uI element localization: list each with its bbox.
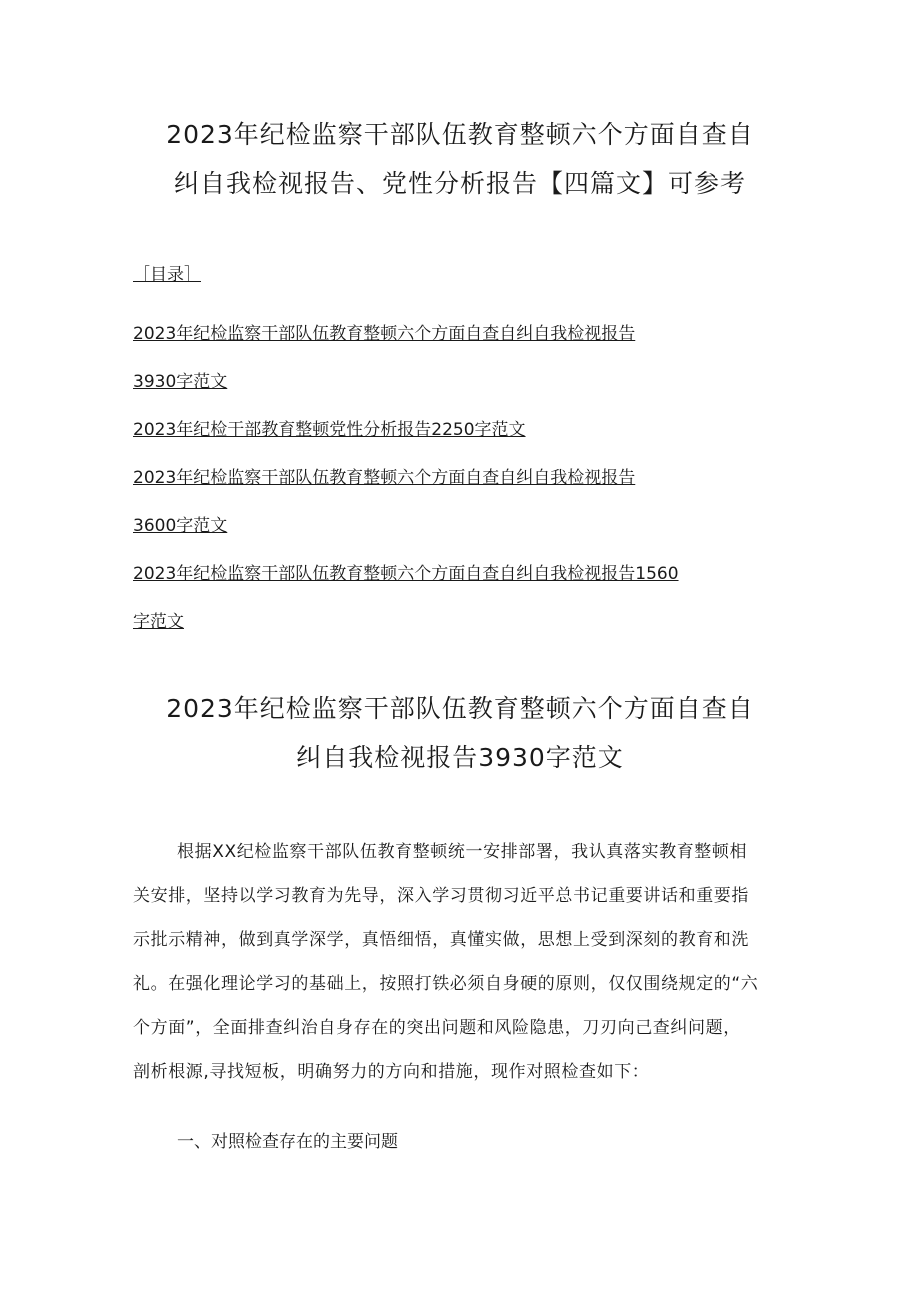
toc-entry-line: 2023年纪检监察干部队伍教育整顿六个方面自查自纠自我检视报告1560: [133, 564, 679, 584]
toc-entry-line: 字范文: [133, 612, 184, 632]
paragraph-line: 关安排，坚持以学习教育为先导，深入学习贯彻习近平总书记重要讲话和重要指: [133, 886, 749, 906]
toc-entry-line: 2023年纪检监察干部队伍教育整顿六个方面自查自纠自我检视报告: [133, 468, 636, 488]
document-title-line: 2023年纪检监察干部队伍教育整顿六个方面自查自: [166, 120, 754, 149]
toc-entry-4[interactable]: [133, 550, 793, 646]
toc-entry-line: 2023年纪检监察干部队伍教育整顿六个方面自查自纠自我检视报告: [133, 324, 636, 344]
paragraph-line: 剖析根源,寻找短板，明确努力的方向和措施，现作对照检查如下：: [133, 1062, 650, 1082]
toc-entry-line: 3600字范文: [133, 516, 228, 536]
toc-entry-1[interactable]: [133, 310, 793, 406]
document-title-line: 纠自我检视报告、党性分析报告【四篇文】可参考: [173, 169, 746, 198]
toc-entry-line: 3930字范文: [133, 372, 228, 392]
document-title: [135, 110, 785, 208]
body-paragraph: [133, 830, 793, 1094]
toc-entry-line: 2023年纪检干部教育整顿党性分析报告2250字范文: [133, 420, 526, 440]
paragraph-line: 根据XX纪检监察干部队伍教育整顿统一安排部署，我认真落实教育整顿相: [177, 842, 748, 862]
toc-entry-2[interactable]: [133, 406, 793, 454]
toc-entry-3[interactable]: [133, 454, 793, 550]
paragraph-line: 个方面”，全面排查纠治自身存在的突出问题和风险隐患，刀刃向己查纠问题，: [133, 1018, 741, 1038]
paragraph-line: 礼。在强化理论学习的基础上，按照打铁必须自身硬的原则，仅仅围绕规定的“六: [133, 974, 759, 994]
toc-header: ［目录］: [133, 265, 201, 285]
section-title: [135, 684, 785, 782]
section-title-line: 纠自我检视报告3930字范文: [296, 743, 624, 772]
section-title-line: 2023年纪检监察干部队伍教育整顿六个方面自查自: [166, 694, 754, 723]
paragraph-line: 示批示精神，做到真学深学，真悟细悟，真懂实做，思想上受到深刻的教育和洗: [133, 930, 749, 950]
section-heading: 一、对照检查存在的主要问题: [177, 1132, 398, 1152]
